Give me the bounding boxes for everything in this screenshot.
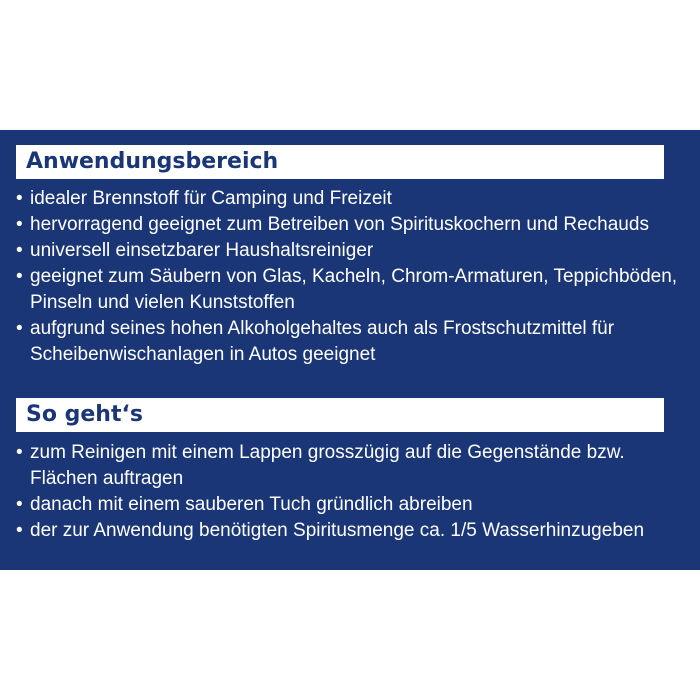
section-heading-anwendungsbereich: Anwendungsbereich bbox=[16, 145, 664, 179]
list-item bbox=[16, 316, 686, 368]
list-item-text: hervorragend geeignet zum Betreiben von Spirituskochern und Rechauds bbox=[30, 214, 649, 235]
usage-list bbox=[16, 186, 686, 368]
list-item bbox=[16, 264, 686, 316]
bullet-icon: • bbox=[16, 442, 23, 463]
bullet-icon: • bbox=[16, 266, 23, 287]
list-item bbox=[16, 186, 686, 212]
list-item-text: danach mit einem sauberen Tuch gründlich abreiben bbox=[30, 494, 473, 515]
list-item-text: idealer Brennstoff für Camping und Freizeit bbox=[30, 188, 392, 209]
list-item bbox=[16, 440, 686, 492]
list-item-text: der zur Anwendung benötigten Spiritusmenge ca. 1/5 Wasserhinzugeben bbox=[30, 520, 645, 541]
list-item-text: geeignet zum Säubern von Glas, Kacheln, Chrom-Armaturen, Teppichböden, Pinseln und vielen Kunststoffen bbox=[30, 266, 678, 313]
list-item bbox=[16, 518, 686, 544]
bullet-icon: • bbox=[16, 318, 23, 339]
instructions-list bbox=[16, 440, 686, 544]
bullet-icon: • bbox=[16, 214, 23, 235]
bullet-icon: • bbox=[16, 520, 23, 541]
section-heading-so-gehts: So geht‘s bbox=[16, 398, 664, 432]
list-item bbox=[16, 492, 686, 518]
list-item-text: zum Reinigen mit einem Lappen grosszügig auf die Gegenstände bzw. Flächen auftragen bbox=[30, 442, 625, 489]
list-item bbox=[16, 212, 686, 238]
bullet-icon: • bbox=[16, 188, 23, 209]
list-item bbox=[16, 238, 686, 264]
list-item-text: aufgrund seines hohen Alkoholgehaltes auch als Frostschutzmittel für Scheibenwischanlagen in Autos geeignet bbox=[30, 318, 615, 365]
bullet-icon: • bbox=[16, 240, 23, 261]
info-panel bbox=[0, 130, 700, 570]
list-item-text: universell einsetzbarer Haushaltsreiniger bbox=[30, 240, 374, 261]
bullet-icon: • bbox=[16, 494, 23, 515]
